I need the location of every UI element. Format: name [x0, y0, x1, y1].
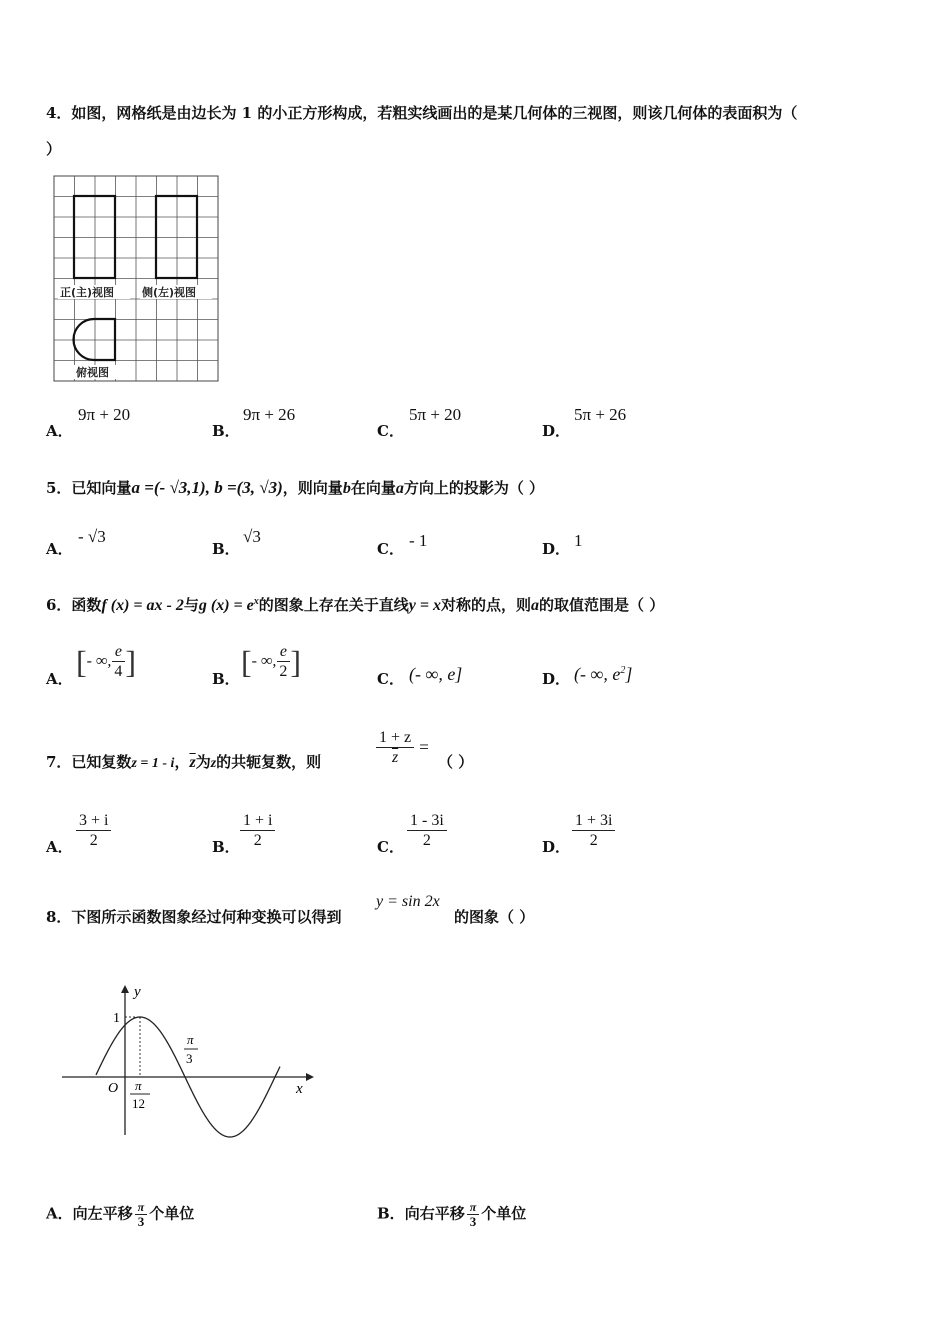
- q5-option-b-label: B．: [212, 540, 240, 558]
- q7-mid2: 的共轭复数，则: [216, 753, 322, 771]
- q6-option-c-value: (- ∞, e]: [409, 664, 463, 684]
- q8-a-frac: [135, 1200, 148, 1229]
- q6-f: f (x) = ax - 2: [101, 597, 184, 614]
- q6-a-lb: [: [76, 643, 87, 680]
- q6-a-rb: ]: [125, 643, 137, 680]
- q8-b-pre: 向右平移: [404, 1204, 465, 1223]
- q7-c-den: 2: [422, 832, 431, 849]
- q7-frac-den: z: [391, 749, 399, 766]
- q4-option-a-value: 9π + 20: [78, 405, 131, 424]
- q4-option-b-value: 9π + 26: [243, 405, 296, 424]
- q6-a-num: e: [112, 642, 125, 662]
- q7-comma: ，: [174, 753, 190, 771]
- q7-frac: [376, 728, 414, 767]
- q6-a-den: 4: [114, 663, 123, 680]
- q5-vectors: a =(- √3,1), b =(3, √3): [131, 478, 283, 497]
- q7-eq: =: [419, 737, 429, 757]
- q5-stem: [46, 477, 544, 498]
- q8-a-label: A．: [46, 1204, 73, 1223]
- q5-option-c-value: - 1: [409, 531, 428, 550]
- q8-y-arrow: [121, 985, 129, 993]
- q6-g-sup: x: [253, 596, 259, 607]
- q8-b-post: 个单位: [481, 1204, 527, 1223]
- q7-d-den: 2: [589, 832, 598, 849]
- q4-option-d-value: 5π + 26: [574, 405, 627, 424]
- q6-num: 6．函数: [46, 596, 102, 614]
- q6-option-c-label: C．: [377, 670, 404, 688]
- q7-mid: 为: [195, 753, 211, 771]
- q7-option-a-label: A．: [46, 838, 73, 856]
- q7-stem: [46, 751, 321, 772]
- q5-num: 5．已知向量: [46, 479, 132, 497]
- q8-a-pre: 向左平移: [72, 1204, 133, 1223]
- q4-option-c-value: 5π + 20: [409, 405, 462, 424]
- q4-option-b-label: B．: [212, 422, 240, 440]
- q5-mid2: 在向量: [350, 479, 396, 497]
- q8-origin-label: O: [108, 1081, 119, 1096]
- q4-option-a-label: A．: [46, 422, 73, 440]
- q8-stem: [46, 906, 341, 927]
- q7-option-a-value: [76, 811, 111, 850]
- q8-pi12-num: π: [135, 1078, 142, 1093]
- q6-a-left: - ∞,: [86, 652, 112, 670]
- q4-three-view-figure: [52, 174, 220, 384]
- q7-option-b-value: [240, 811, 275, 850]
- q7-b-frac: [240, 811, 275, 850]
- q4-top-label: 俯视图: [76, 366, 109, 379]
- q6-d-rb: ]: [625, 664, 633, 684]
- q4-stem: [46, 102, 797, 123]
- q6-g: g (x) = e: [198, 597, 254, 614]
- q4-top-view: [74, 319, 116, 360]
- q8-tail: 的图象（ ）: [454, 908, 535, 926]
- q5-option-b-value: √3: [243, 527, 261, 546]
- q7-a-frac: [76, 811, 111, 850]
- q7-option-b-label: B．: [212, 838, 240, 856]
- q7-z: z = 1 - i: [131, 756, 175, 771]
- q6-option-d-label: D．: [542, 670, 571, 688]
- q8-b-den: 3: [469, 1214, 477, 1229]
- q6-option-b-label: B．: [212, 670, 240, 688]
- q6-b-frac: [276, 642, 290, 681]
- q7-d-frac: [572, 811, 615, 850]
- q7-c-num: 1 - 3i: [407, 811, 447, 831]
- q7-a-num: 3 + i: [76, 811, 111, 831]
- q6-line: y = x: [408, 597, 441, 614]
- q5-mid1: ，则向量: [282, 479, 343, 497]
- q8-x-label: x: [296, 1081, 303, 1097]
- q6-option-b-value: [241, 642, 301, 681]
- q6-option-d-value: [574, 664, 632, 685]
- q8-pi12-den: 12: [132, 1096, 145, 1111]
- q6-a-frac: [111, 642, 125, 681]
- q5-b: b: [342, 480, 351, 497]
- q6-b-num: e: [277, 642, 290, 662]
- q4-stem-text: 4．如图，网格纸是由边长为 1 的小正方形构成，若粗实线画出的是某几何体的三视图，则该几何体的表面积为（: [46, 104, 798, 122]
- q6-mid2: 对称的点，则: [441, 596, 532, 614]
- q6-d-text: (- ∞, e: [574, 664, 621, 684]
- q7-fraction: [376, 728, 429, 767]
- q6-stem: [46, 594, 664, 615]
- q6-b-rb: ]: [290, 643, 302, 680]
- q8-option-a: [46, 1200, 194, 1229]
- q7-b-den: 2: [253, 832, 262, 849]
- q8-b-frac: [467, 1200, 480, 1229]
- q7-zbar: $\overline{z}$: [189, 754, 196, 771]
- q4-side-label: 侧(左)视图: [142, 286, 197, 299]
- q5-option-c-label: C．: [377, 540, 404, 558]
- q6-b-left: - ∞,: [251, 652, 277, 670]
- q8-pi3-den: 3: [186, 1051, 193, 1066]
- q7-a-den: 2: [89, 832, 98, 849]
- q4-side-view: [156, 196, 197, 278]
- q5-option-d-label: D．: [542, 540, 571, 558]
- q4-option-d-label: D．: [542, 422, 571, 440]
- q7-option-d-value: [572, 811, 615, 850]
- q8-pi3-num: π: [187, 1032, 194, 1047]
- q8-a-post: 个单位: [149, 1204, 195, 1223]
- q5-option-a-label: A．: [46, 540, 73, 558]
- q4-front-label: 正(主)视图: [60, 286, 115, 299]
- q8-option-b: [377, 1200, 526, 1229]
- q5-a: a: [395, 480, 404, 497]
- q8-func: y = sin 2x: [376, 893, 440, 910]
- q7-frac-num: 1 + z: [376, 728, 414, 748]
- q7-num: 7．已知复数: [46, 753, 132, 771]
- q7-option-d-label: D．: [542, 838, 571, 856]
- q4-option-c-label: C．: [377, 422, 404, 440]
- q4-stem-tail: ）: [46, 140, 62, 158]
- q8-a-den: 3: [137, 1214, 145, 1229]
- q7-option-c-label: C．: [377, 838, 404, 856]
- q8-b-label: B．: [377, 1204, 405, 1223]
- q6-b-den: 2: [279, 663, 288, 680]
- q6-d-sup: 2: [620, 665, 626, 676]
- q8-b-num: π: [467, 1200, 480, 1215]
- q7-option-c-value: [407, 811, 447, 850]
- q7-b-num: 1 + i: [240, 811, 275, 831]
- q5-tail: 方向上的投影为（ ）: [403, 479, 545, 497]
- q8-a-num: π: [135, 1200, 148, 1215]
- q6-and: 与: [183, 596, 199, 614]
- q7-c-frac: [407, 811, 447, 850]
- q8-one-label: 1: [113, 1011, 120, 1026]
- q7-z2: z: [210, 756, 217, 771]
- q6-a: a: [531, 597, 540, 614]
- q7-d-num: 1 + 3i: [572, 811, 615, 831]
- q6-b-lb: [: [241, 643, 252, 680]
- q4-front-view: [74, 196, 115, 278]
- q8-sine-graph: [58, 980, 318, 1140]
- q5-option-d-value: 1: [574, 531, 583, 550]
- q6-tail: 的取值范围是（ ）: [539, 596, 665, 614]
- q6-mid: 的图象上存在关于直线: [258, 596, 409, 614]
- q8-x-arrow: [306, 1073, 314, 1081]
- q6-option-a-value: [76, 642, 136, 681]
- q8-y-label: y: [134, 984, 141, 1000]
- q7-tail: （ ）: [438, 753, 474, 771]
- q6-option-a-label: A．: [46, 670, 73, 688]
- q5-option-a-value: - √3: [78, 527, 106, 546]
- q8-num: 8．下图所示函数图象经过何种变换可以得到: [46, 908, 342, 926]
